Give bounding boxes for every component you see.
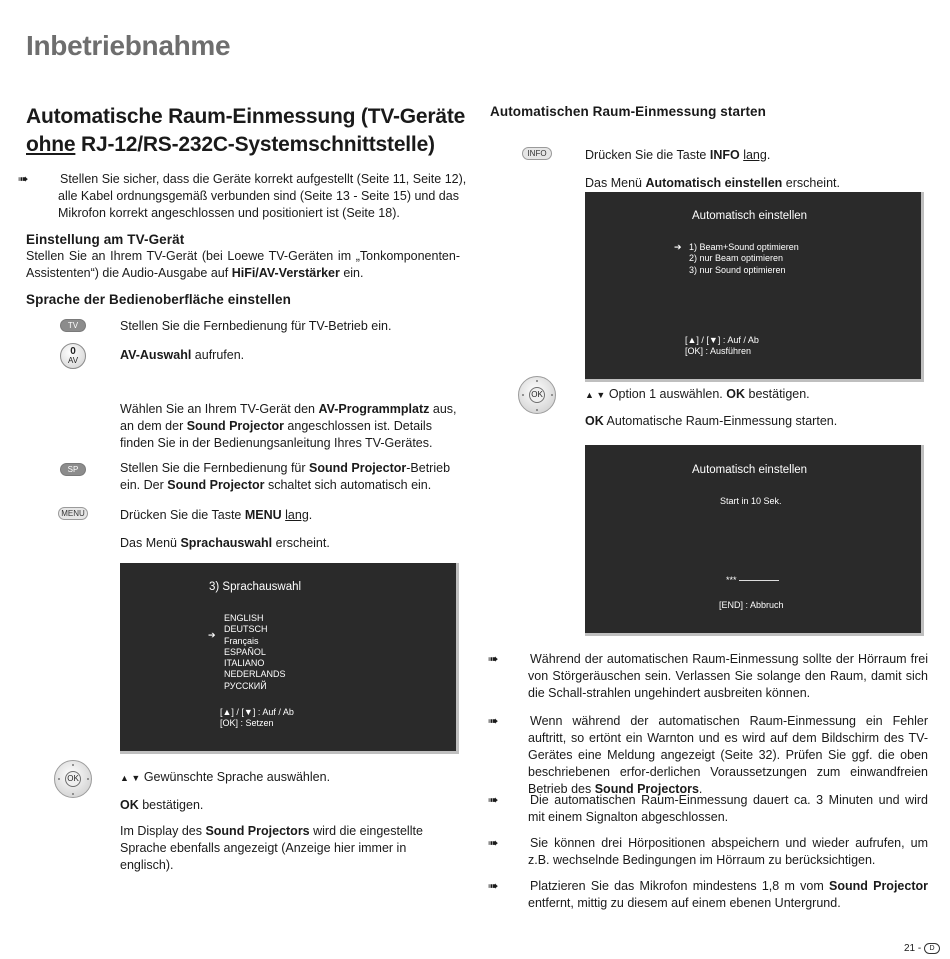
note-bold: Sound Projector — [828, 879, 928, 893]
step-display-note — [120, 823, 460, 874]
s4a: Stellen Sie die Fernbedienung für — [120, 461, 310, 475]
language-item: NEDERLANDS — [224, 669, 286, 680]
note-item — [488, 835, 928, 869]
note-item — [488, 713, 928, 798]
note-bold: Sound Projectors — [594, 782, 699, 796]
s4c: -Betrieb ein. Der — [120, 461, 451, 492]
tv-heading: Einstellung am TV-Gerät — [26, 232, 185, 247]
note-end: entfernt, mittig zu diesem auf einem ebenen Untergrund. — [528, 896, 841, 910]
note-arrow-icon: ➠ — [18, 172, 29, 186]
tv-paragraph — [26, 248, 460, 282]
s9c: wird die eingestellte Sprache ebenfalls angezeigt (Anzeige hier immer in englisch). — [120, 824, 423, 872]
s8b: bestätigen. — [138, 798, 204, 812]
option-item: 3) nur Sound optimieren — [689, 264, 786, 275]
s4e: schaltet sich automatisch ein. — [264, 478, 432, 492]
auto-setup-title: Automatisch einstellen — [692, 210, 808, 222]
note-text: Die automatischen Raum-Einmessung dauert ca. 3 Minuten und wird mit einem Signalton abgeschlossen. — [528, 793, 928, 824]
tv-button-icon: TV — [60, 319, 86, 332]
note-arrow-icon: ➠ — [488, 714, 499, 728]
step-av-rest: aufrufen. — [191, 348, 245, 362]
s9a: Im Display des — [120, 824, 206, 838]
progress-screen-title: Automatisch einstellen — [692, 464, 808, 476]
s3a: Wählen Sie an Ihrem TV-Gerät den — [120, 402, 319, 416]
language-screen — [120, 563, 459, 754]
s4d: Sound Projector — [167, 478, 265, 492]
ok-pad-icon — [54, 760, 92, 798]
right-heading: Automatischen Raum-Einmessung starten — [490, 104, 767, 119]
note-text: Wenn während der automatischen Raum-Einmessung ein Fehler auftritt, so ertönt ein Warnton und es wird auf dem Bildschirm des TV-Gerätes eine Meldung angezeigt (Seite 32). Prüfen Sie ggf. die oben beschriebenen erfor-derlichen Voraussetzungen zum einwandfreien Betrieb des — [528, 714, 928, 796]
av-label: AV — [67, 356, 79, 365]
step-tv: Stellen Sie die Fernbedienung für TV-Betrieb ein. — [120, 319, 392, 333]
progress-indicator — [726, 575, 779, 586]
ok-pad-icon — [518, 376, 556, 414]
r2a: Das Menü — [585, 176, 646, 190]
selection-arrow-icon: ➔ — [208, 630, 216, 640]
up-down-arrows-icon: ▲ ▼ — [120, 773, 141, 783]
tv-text-1: Stellen Sie an Ihrem TV-Gerät (bei Loewe TV-Geräten im „Tonkomponenten-Assistenten“) die Audio-Ausgabe auf — [26, 249, 460, 280]
note-arrow-icon: ➠ — [488, 879, 499, 893]
language-item: ITALIANO — [224, 658, 265, 669]
s6a: Das Menü — [120, 536, 181, 550]
r4b: Automatische Raum-Einmessung starten. — [603, 414, 838, 428]
screen-nav-hint: [▲] / [▼] : Auf / Ab — [685, 335, 759, 345]
page-number-text: 21 - — [903, 943, 922, 955]
av-number: 0 — [70, 346, 76, 357]
s3d: Sound Projector — [186, 419, 284, 433]
progress-line — [739, 580, 779, 581]
s6b: Sprachauswahl — [180, 536, 273, 550]
language-item: DEUTSCH — [224, 624, 268, 635]
option-item: 1) Beam+Sound optimieren — [689, 242, 799, 252]
tv-text-2: ein. — [339, 266, 364, 280]
step-start — [585, 413, 925, 430]
language-item: ENGLISH — [224, 613, 264, 623]
s5c: lang — [285, 508, 309, 522]
s3e: angeschlossen ist. Details finden Sie in der Bedienungsanleitung Ihres TV-Gerätes. — [120, 419, 433, 450]
page-header: Inbetriebnahme — [26, 30, 231, 61]
note-text: Während der automatischen Raum-Einmessung sollte der Hörraum frei von Störgeräuschen sein. Verlassen Sie solange den Raum, damit sich die Schall-strahlen ungehindert ausbreiten können. — [528, 652, 928, 700]
step-menu — [120, 507, 460, 524]
tv-text-bold: HiFi/AV-Verstärker — [231, 266, 340, 280]
auto-setup-options — [689, 242, 799, 276]
s5b: MENU — [244, 508, 282, 522]
intro-text: Stellen Sie sicher, dass die Geräte korrekt aufgestellt (Seite 11, Seite 12), alle Kabel ordnungsgemäß verbunden sind (Seite 13 - Seite 15) und das Mikrofon korrekt angeschlossen und positioniert ist (Seite 18). — [58, 172, 467, 220]
s5a: Drücken Sie die Taste — [120, 508, 245, 522]
language-item: РУССКИЙ — [224, 680, 267, 691]
note-arrow-icon: ➠ — [488, 652, 499, 666]
section-title — [26, 103, 466, 159]
step-av-bold: AV-Auswahl — [120, 348, 192, 362]
screen-ok-hint: [OK] : Ausführen — [685, 346, 752, 356]
screen-nav-hint: [▲] / [▼] : Auf / Ab — [220, 707, 294, 717]
step-sp — [120, 460, 460, 494]
selection-arrow-icon: ➔ — [674, 242, 682, 252]
language-item: Français — [224, 635, 259, 646]
title-ohne: ohne — [26, 133, 76, 156]
auto-setup-progress-screen — [585, 445, 924, 636]
r3b: OK — [726, 387, 746, 401]
step-av-program — [120, 401, 460, 452]
step-av — [120, 347, 460, 364]
title-line2: RJ-12/RS-232C-Systemschnittstelle) — [75, 133, 435, 156]
page-number — [904, 943, 940, 954]
note-item — [488, 878, 928, 912]
s8a: OK — [120, 798, 139, 812]
note-item — [488, 792, 928, 826]
note-text: Sie können drei Hörpositionen abspeichern und wieder aufrufen, um z.B. wechselnde Bedingungen im Hörraum zu berücksichtigen. — [528, 836, 928, 867]
s4b: Sound Projector — [309, 461, 407, 475]
av-button-icon — [60, 343, 86, 369]
step-info — [585, 147, 925, 164]
up-down-arrows-icon: ▲ ▼ — [585, 390, 606, 400]
note-item — [488, 651, 928, 702]
r3a: Option 1 auswählen. — [608, 387, 727, 401]
countdown-text: Start in 10 Sek. — [720, 496, 782, 506]
note-end: . — [698, 782, 703, 796]
step-menu-result — [120, 535, 460, 552]
s6c: erscheint. — [272, 536, 330, 550]
s3c: aus, an dem der — [120, 402, 457, 433]
note-text: Platzieren Sie das Mikrofon mindestens 1,8 m vom — [530, 879, 829, 893]
r1c: lang — [743, 148, 767, 162]
language-screen-title: 3) Sprachauswahl — [209, 581, 302, 593]
language-item: ESPAÑOL — [224, 646, 266, 657]
s5d: . — [308, 508, 313, 522]
step-info-result — [585, 175, 925, 192]
r4a: OK — [585, 414, 604, 428]
r1a: Drücken Sie die Taste — [585, 148, 710, 162]
screen-end-hint: [END] : Abbruch — [719, 600, 784, 610]
step-option1 — [585, 386, 925, 404]
r1d: . — [766, 148, 771, 162]
intro-paragraph — [18, 171, 470, 222]
note-arrow-icon: ➠ — [488, 836, 499, 850]
step-select-language — [120, 769, 460, 787]
progress-stars: *** — [726, 575, 737, 585]
title-line1: Automatische Raum-Einmessung (TV-Geräte — [26, 105, 466, 128]
info-button-icon: INFO — [522, 147, 552, 160]
ok-label: OK — [65, 771, 81, 787]
s3b: AV-Programmplatz — [318, 402, 430, 416]
sp-button-icon: SP — [60, 463, 86, 476]
r1b: INFO — [709, 148, 740, 162]
language-badge: D — [924, 943, 940, 954]
screen-ok-hint: [OK] : Setzen — [220, 718, 274, 728]
language-list — [224, 613, 286, 692]
menu-button-icon: MENU — [58, 507, 88, 520]
s7: Gewünschte Sprache auswählen. — [143, 770, 331, 784]
language-heading: Sprache der Bedienoberfläche einstellen — [26, 292, 291, 307]
option-item: 2) nur Beam optimieren — [689, 253, 784, 264]
step-confirm — [120, 797, 460, 814]
s9b: Sound Projectors — [205, 824, 310, 838]
r2b: Automatisch einstellen — [645, 176, 783, 190]
auto-setup-screen — [585, 192, 924, 382]
r3c: bestätigen. — [745, 387, 810, 401]
r2c: erscheint. — [782, 176, 840, 190]
ok-label: OK — [529, 387, 545, 403]
note-arrow-icon: ➠ — [488, 793, 499, 807]
